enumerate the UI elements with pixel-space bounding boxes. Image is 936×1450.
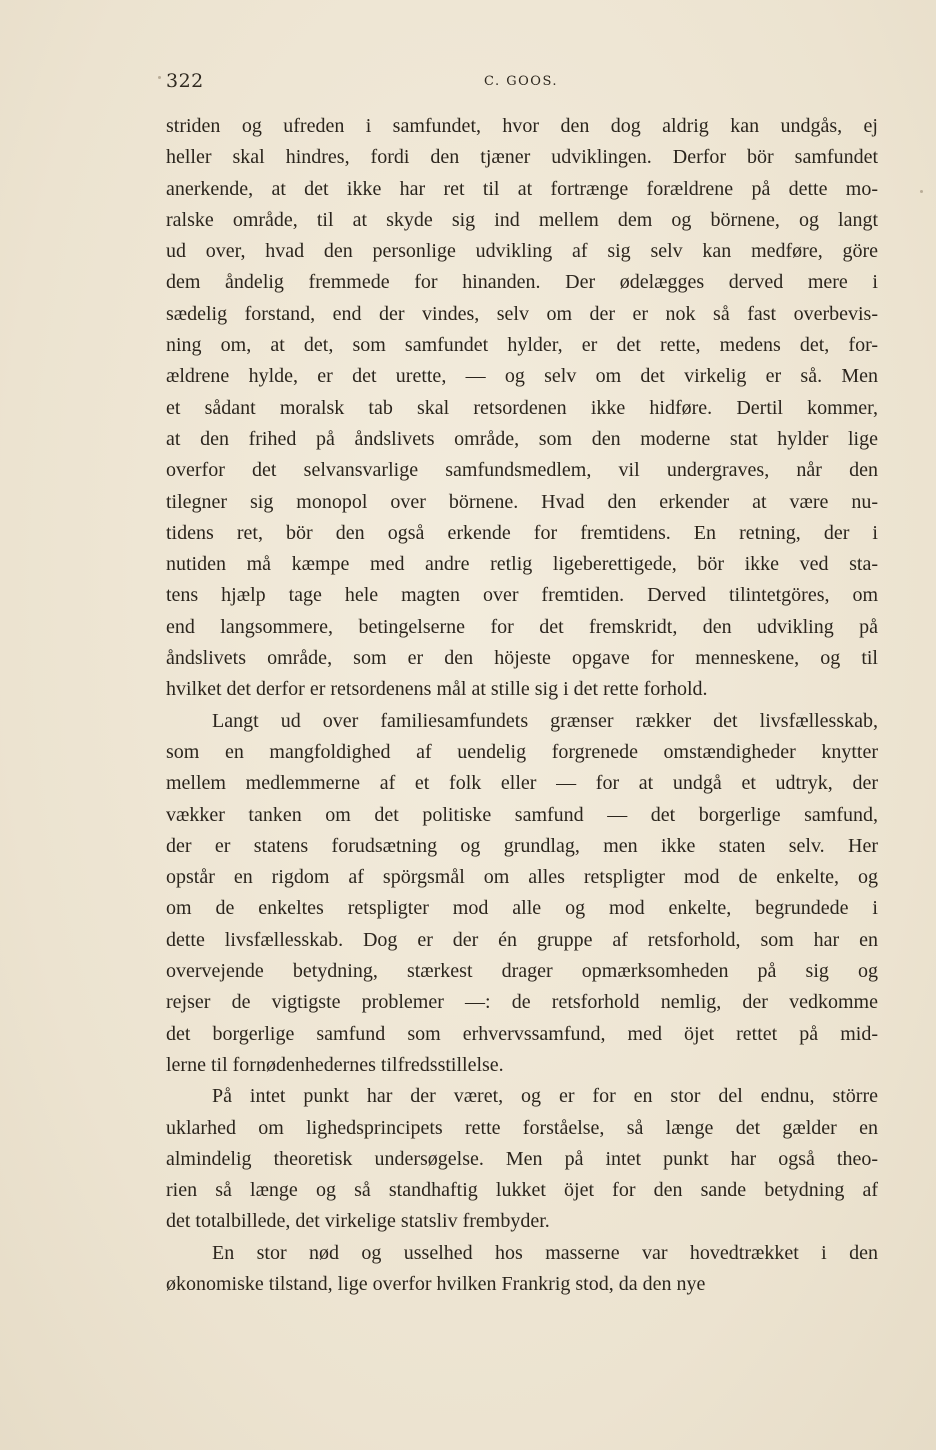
text-line: rien så længe og så standhaftig lukket öjet for den sande betydning af xyxy=(166,1179,878,1202)
paragraph xyxy=(166,706,878,1082)
text-line: ning om, at det, som samfundet hylder, er det rette, medens det, for- xyxy=(166,334,878,357)
text-line: anerkende, at det ikke har ret til at fortrænge forældrene på dette mo- xyxy=(166,177,878,200)
text-line: der er statens forudsætning og grundlag, men ikke staten selv. Her xyxy=(166,834,878,857)
text-line: tens hjælp tage hele magten over fremtiden. Derved tilintetgöres, om xyxy=(166,584,878,607)
text-line: vækker tanken om det politiske samfund — det borgerlige samfund, xyxy=(166,803,878,826)
text-line: dette livsfællesskab. Dog er der én gruppe af retsforhold, som har en xyxy=(166,928,878,951)
text-line: mellem medlemmerne af et folk eller — for at undgå et udtryk, der xyxy=(166,772,878,795)
page-number: 322 xyxy=(166,70,204,92)
body-text xyxy=(166,111,878,1300)
paragraph xyxy=(166,1238,878,1301)
text-line: sædelig forstand, end der vindes, selv om der er nok så fast overbevis- xyxy=(166,302,878,325)
text-line: ud over, hvad den personlige udvikling af sig selv kan medføre, göre xyxy=(166,240,878,263)
paper-speck xyxy=(920,190,923,193)
text-line: tilegner sig monopol over börnene. Hvad den erkender at være nu- xyxy=(166,490,878,513)
page-header xyxy=(166,70,878,100)
text-line: opstår en rigdom af spörgsmål om alles retspligter mod de enkelte, og xyxy=(166,866,878,889)
text-line: end langsommere, betingelserne for det fremskridt, den udvikling på xyxy=(166,615,878,638)
text-line: det borgerlige samfund som erhvervssamfund, med öjet rettet på mid- xyxy=(166,1022,878,1045)
running-head: C. GOOS. xyxy=(484,74,559,89)
text-line: økonomiske tilstand, lige overfor hvilken Frankrig stod, da den nye xyxy=(166,1272,706,1295)
text-line: det totalbillede, det virkelige statsliv frembyder. xyxy=(166,1210,550,1233)
text-line: at den frihed på åndslivets område, som den moderne stat hylder lige xyxy=(166,427,878,450)
text-line: om de enkeltes retspligter mod alle og mod enkelte, begrundede i xyxy=(166,897,878,920)
text-line: dem åndelig fremmede for hinanden. Der ødelægges derved mere i xyxy=(166,271,878,294)
paragraph xyxy=(166,111,878,706)
text-line: ralske område, til at skyde sig ind mellem dem og börnene, og langt xyxy=(166,208,878,231)
text-line: nutiden må kæmpe med andre retlig ligeberettigede, bör ikke ved sta- xyxy=(166,553,878,576)
text-line: En stor nød og usselhed hos masserne var hovedtrækket i den xyxy=(212,1241,878,1264)
text-line: lerne til fornødenhedernes tilfredsstillelse. xyxy=(166,1053,504,1076)
text-line: ældrene hylde, er det urette, — og selv om det virkelig er så. Men xyxy=(166,365,878,388)
text-line: et sådant moralsk tab skal retsordenen ikke hidføre. Dertil kommer, xyxy=(166,396,878,419)
text-line: På intet punkt har der været, og er for en stor del endnu, större xyxy=(212,1085,878,1108)
text-line: overvejende betydning, stærkest drager opmærksomheden på sig og xyxy=(166,960,878,983)
text-line: uklarhed om lighedsprincipets rette forståelse, så længe det gælder en xyxy=(166,1116,878,1139)
paragraph xyxy=(166,1081,878,1237)
text-line: tidens ret, bör den også erkende for fremtidens. En retning, der i xyxy=(166,521,878,544)
text-line: hvilket det derfor er retsordenens mål at stille sig i det rette forhold. xyxy=(166,678,708,701)
text-line: rejser de vigtigste problemer —: de retsforhold nemlig, der vedkomme xyxy=(166,991,878,1014)
paper-speck xyxy=(158,76,161,79)
text-line: Langt ud over familiesamfundets grænser rækker det livsfællesskab, xyxy=(212,709,878,732)
text-line: almindelig theoretisk undersøgelse. Men på intet punkt har også theo- xyxy=(166,1147,878,1170)
text-line: overfor det selvansvarlige samfundsmedlem, vil undergraves, når den xyxy=(166,459,878,482)
text-line: åndslivets område, som er den höjeste opgave for menneskene, og til xyxy=(166,647,878,670)
text-line: som en mangfoldighed af uendelig forgrenede omstændigheder knytter xyxy=(166,740,878,763)
text-line: striden og ufreden i samfundet, hvor den dog aldrig kan undgås, ej xyxy=(166,115,878,137)
text-line: heller skal hindres, fordi den tjæner udviklingen. Derfor bör samfundet xyxy=(166,146,878,169)
